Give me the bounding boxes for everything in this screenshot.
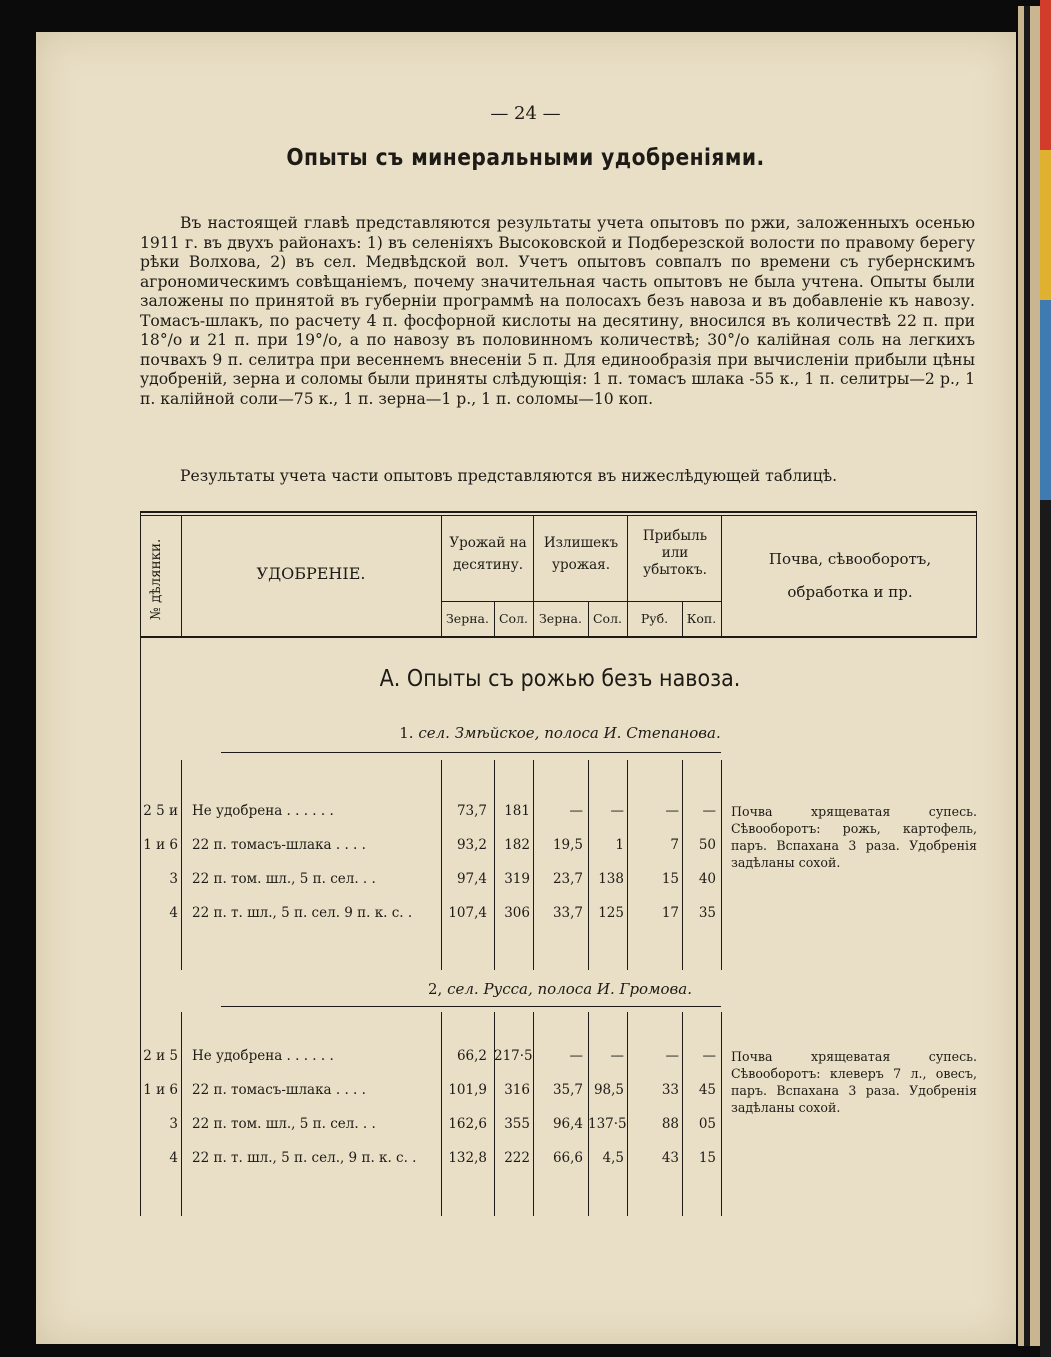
group-1-col-rule [181,760,182,970]
cell-fert: 22 п. т. шл., 5 п. сел. 9 п. к. с. . [192,905,413,921]
group-1-col-rule [627,760,628,970]
cell-plot: 3 [169,1116,178,1132]
col-rule-profit [721,515,722,636]
group-1-col-rule [588,760,589,970]
cell-rub: 15 [661,871,679,887]
cell-sstraw: 138 [598,871,624,887]
scan-color-strip-dark [1040,500,1051,1357]
header-straw-surplus: Сол. [592,611,622,626]
cell-kop: — [702,1048,716,1064]
cell-fert: Не удобрена . . . . . . [192,1048,334,1064]
header-grain: Зерна. [446,611,489,626]
group-2-col-rule [682,1012,683,1216]
cell-sgrain: — [569,1048,583,1064]
table-top-rule-thin [140,515,977,516]
group-2-note: Почва хрящеватая супесь. Сѣвооборотъ: клеверъ 7 л., овесъ, паръ. Вспахана 3 раза. Удобренія задѣланы сохой. [731,1049,977,1115]
cell-rub: 33 [661,1082,679,1098]
table-left-border [140,511,141,1216]
group-2-number: 2, [427,980,443,998]
cell-straw: 182 [504,837,530,853]
group-2-title [140,980,980,998]
table-intro-paragraph: Результаты учета части опытовъ представляются въ нижеслѣдующей таблицѣ. [180,467,838,485]
header-kop: Коп. [686,611,717,626]
cell-straw: 316 [504,1082,530,1098]
cell-plot: 1 и 6 [143,837,178,853]
group-1-rule [221,752,721,753]
cell-fert: 22 п. т. шл., 5 п. сел., 9 п. к. с. . [192,1150,417,1166]
cell-sstraw: 1 [615,837,624,853]
cell-plot: 2 и 5 [143,1048,178,1064]
group-1-col-rule [441,760,442,970]
group-1-title [140,724,980,742]
group-2-col-rule [627,1012,628,1216]
cell-sstraw: 125 [598,905,624,921]
cell-sgrain: 96,4 [552,1116,583,1132]
header-bottom-rule [140,636,977,638]
group-1-note: Почва хрящеватая супесь. Сѣвооборотъ: рожь, картофель, паръ. Вспахана 3 раза. Удобренія задѣланы сохой. [731,804,977,870]
cell-plot: 1 и 6 [143,1082,178,1098]
cell-fert: Не удобрена . . . . . . [192,803,334,819]
header-grain-surplus: Зерна. [539,611,582,626]
cell-grain: 132,8 [448,1150,487,1166]
cell-straw: 355 [504,1116,530,1132]
cell-sstraw: 137·5 [588,1116,627,1132]
cell-sgrain: 23,7 [552,871,583,887]
cell-sstraw: — [610,803,624,819]
cell-fert: 22 п. том. шл., 5 п. сел. . . [192,871,376,887]
group-2-rule [221,1006,721,1007]
cell-grain: 162,6 [448,1116,487,1132]
group-1-location: сел. Змѣйское, полоса И. Степанова. [418,724,721,742]
header-soil: Почва, сѣвооборотъ, обработка и пр. [768,550,932,601]
scan-color-strip-yellow [1040,150,1051,300]
cell-kop: — [702,803,716,819]
intro-paragraph: Въ настоящей главѣ представляются результаты учета опытовъ по ржи, заложенныхъ осенью 1911 г. въ двухъ районахъ: 1) въ селеніяхъ Высоковской и Подберезской волости по правому берегу рѣки Волхова, 2) въ сел. Медвѣдской вол. Учетъ опытовъ совпалъ по времени съ губернскимъ агрономическимъ совѣщаніемъ, почему значительная часть опытовъ не была учтена. Опыты были заложены по принятой въ губерніи программѣ на полосахъ безъ навоза и въ добавленіе къ навозу. Томасъ-шлакъ, по расчету 4 п. фосфорной кислоты на десятину, вносился въ количествѣ 22 п. при 18°/o и 21 п. при 19°/o, а по навозу въ половинномъ количествѣ; 30°/o калійная соль на легкихъ почвахъ 9 п. селитра при весеннемъ внесеніи 5 п. Для единообразія при вычисленіи прибыли цѣны удобреній, зерна и соломы были приняты слѣдующія: 1 п. томасъ шлака -55 к., 1 п. селитры—2 р., 1 п. калійной соли—75 к., 1 п. зерна—1 р., 1 п. соломы—10 коп. [140,214,975,408]
cell-grain: 73,7 [456,803,487,819]
cell-plot: 3 [169,871,178,887]
group-2-col-rule [441,1012,442,1216]
cell-sgrain: 33,7 [552,905,583,921]
cell-kop: 45 [698,1082,716,1098]
cell-rub: 7 [670,837,679,853]
group-2-col-rule [494,1012,495,1216]
group-1-col-rule [721,760,722,970]
cell-sgrain: 19,5 [552,837,583,853]
cell-kop: 35 [698,905,716,921]
group-1-col-rule [533,760,534,970]
cell-straw: 319 [504,871,530,887]
cell-sgrain: — [569,803,583,819]
cell-plot: 4 [169,905,178,921]
cell-sstraw: 98,5 [593,1082,624,1098]
header-yield: Урожай на десятину. [449,535,527,573]
cell-rub: — [665,1048,679,1064]
header-straw: Сол. [498,611,528,626]
header-profit: Прибыль или убытокъ. [642,528,708,578]
cell-straw: 222 [504,1150,530,1166]
header-rub: Руб. [640,611,669,626]
cell-rub: 43 [661,1150,679,1166]
cell-fert: 22 п. томасъ-шлака . . . . [192,837,366,853]
section-a-title: А. Опыты съ рожью безъ навоза. [379,666,741,692]
group-2-col-rule [533,1012,534,1216]
cell-rub: 88 [661,1116,679,1132]
cell-rub: 17 [661,905,679,921]
cell-kop: 50 [698,837,716,853]
cell-kop: 40 [698,871,716,887]
cell-rub: — [665,803,679,819]
cell-sstraw: — [610,1048,624,1064]
cell-sgrain: 35,7 [552,1082,583,1098]
group-1-col-rule [682,760,683,970]
cell-grain: 66,2 [456,1048,487,1064]
scan-color-strip-blue [1040,300,1051,500]
cell-grain: 107,4 [448,905,487,921]
cell-fert: 22 п. том. шл., 5 п. сел. . . [192,1116,376,1132]
cell-sgrain: 66,6 [552,1150,583,1166]
cell-plot: 4 [169,1150,178,1166]
header-fertilizer: УДОБРЕНІЕ. [256,564,366,583]
cell-straw: 217·5 [494,1048,533,1064]
header-plot-number: № дѣлянки. [148,538,164,620]
cell-kop: 05 [698,1116,716,1132]
page-gutter [1024,6,1030,1346]
cell-plot: 2 5 и [143,803,178,819]
table-top-rule [140,511,977,513]
cell-grain: 101,9 [448,1082,487,1098]
header-surplus: Излишекъ урожая. [543,535,619,573]
cell-grain: 97,4 [456,871,487,887]
cell-straw: 181 [504,803,530,819]
cell-fert: 22 п. томасъ-шлака . . . . [192,1082,366,1098]
cell-straw: 306 [504,905,530,921]
group-2-col-rule [721,1012,722,1216]
group-2-col-rule [181,1012,182,1216]
subheader-rule [441,601,722,602]
scan-color-strip-red [1040,0,1051,150]
cell-sstraw: 4,5 [602,1150,624,1166]
cell-grain: 93,2 [456,837,487,853]
page-heading: Опыты съ минеральными удобреніями. [286,145,765,171]
group-1-col-rule [494,760,495,970]
cell-kop: 15 [698,1150,716,1166]
group-1-number: 1. [399,724,414,742]
page-number: — 24 — [490,103,561,124]
table-right-border [976,511,977,636]
group-2-location: сел. Русса, полоса И. Громова. [447,980,692,998]
group-2-col-rule [588,1012,589,1216]
